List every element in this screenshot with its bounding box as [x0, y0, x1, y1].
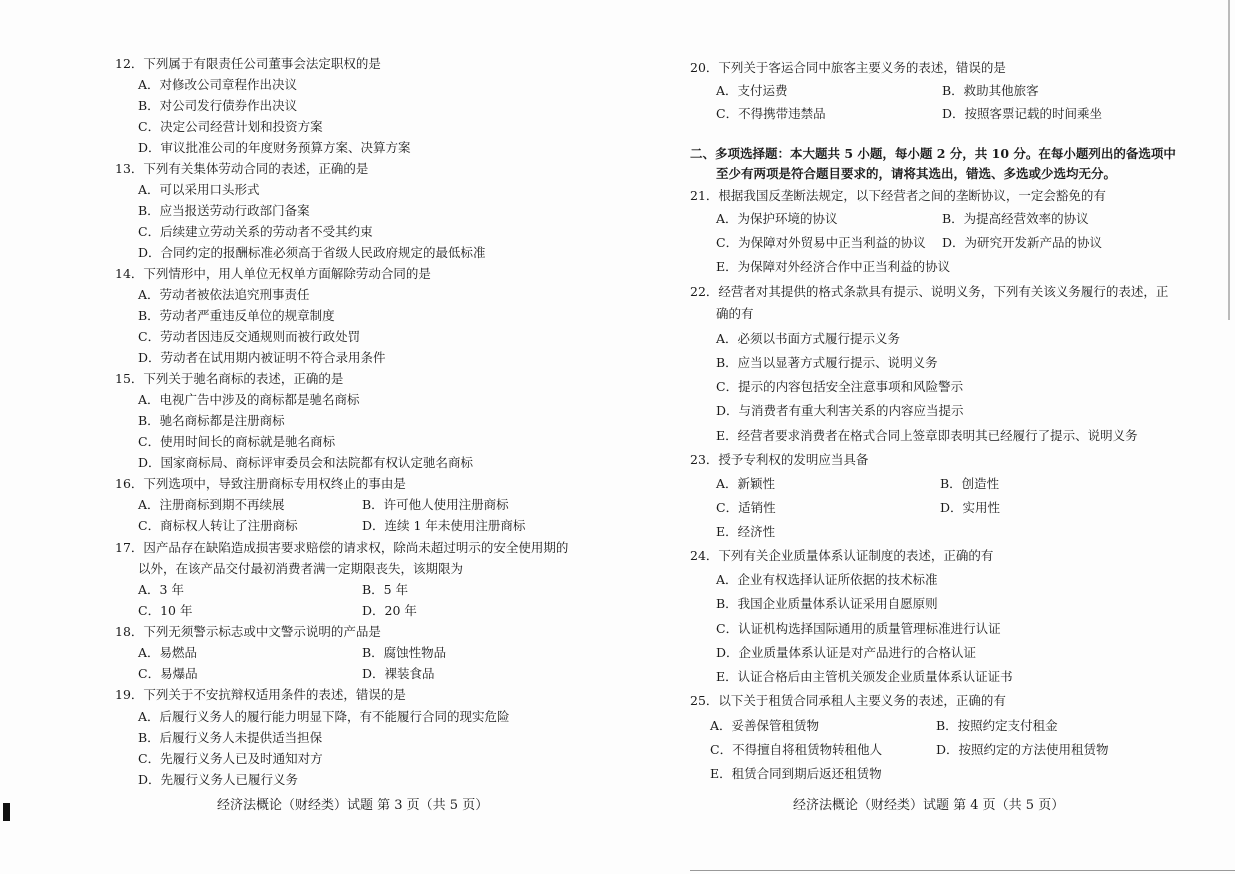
line-q14-c: C．劳动者因违反交通规则而被行政处罚 [138, 329, 361, 344]
line-q12-a: A．对修改公司章程作出决议 [138, 77, 298, 92]
line-q13: 13．下列有关集体劳动合同的表述，正确的是 [115, 161, 369, 176]
line-q24-c: C．认证机构选择国际通用的质量管理标准进行认证 [716, 621, 1001, 636]
scan-edge-line [1228, 0, 1230, 320]
exam-page-4 [617, 0, 1235, 874]
line-q18-d: D．裸装食品 [362, 666, 435, 681]
line-q13-c: C．后续建立劳动关系的劳动者不受其约束 [138, 224, 373, 239]
line-q16: 16．下列选项中，导致注册商标专用权终止的事由是 [115, 476, 406, 491]
line-q21-e: E．为保障对外经济合作中正当利益的协议 [716, 259, 951, 274]
line-q17-d: D．20 年 [362, 603, 417, 618]
line-q16-d: D．连续 1 年未使用注册商标 [362, 518, 526, 533]
line-q23-e: E．经济性 [716, 524, 776, 539]
line-q15-d: D．国家商标局、商标评审委员会和法院都有权认定驰名商标 [138, 455, 474, 470]
line-sec2-2: 至少有两项是符合题目要求的，请将其选出，错选、多选或少选均无分。 [716, 166, 1117, 181]
line-q21-c: C．为保障对外贸易中正当利益的协议 [716, 235, 926, 250]
line-q25-e: E．租赁合同到期后返还租赁物 [710, 766, 882, 781]
line-q22: 22．经营者对其提供的格式条款具有提示、说明义务，下列有关该义务履行的表述，正 [690, 284, 1169, 299]
line-q19-b: B．后履行义务人未提供适当担保 [138, 730, 323, 745]
line-q14-d: D．劳动者在试用期内被证明不符合录用条件 [138, 350, 386, 365]
line-q13-b: B．应当报送劳动行政部门备案 [138, 203, 310, 218]
line-q21-d: D．为研究开发新产品的协议 [942, 235, 1103, 250]
line-q23-d: D．实用性 [940, 500, 1001, 515]
line-q22-b: B．应当以显著方式履行提示、说明义务 [716, 355, 938, 370]
line-q24-e: E．认证合格后由主管机关颁发企业质量体系认证证书 [716, 669, 1013, 684]
line-q19-c: C．先履行义务人已及时通知对方 [138, 751, 323, 766]
line-q12-d: D．审议批准公司的年度财务预算方案、决算方案 [138, 140, 411, 155]
scan-bottom-line [690, 870, 1235, 871]
line-q17-a: A．3 年 [138, 582, 184, 597]
line-q25-a: A．妥善保管租赁物 [710, 718, 820, 733]
line-q18-b: B．腐蚀性物品 [362, 645, 447, 660]
line-q19: 19．下列关于不安抗辩权适用条件的表述，错误的是 [115, 687, 406, 702]
line-q23-a: A．新颖性 [716, 476, 776, 491]
line-q23-b: B．创造性 [940, 476, 1000, 491]
scan-mark [3, 803, 10, 821]
page-3-footer: 经济法概论（财经类）试题 第 3 页（共 5 页） [217, 798, 489, 813]
line-q14-b: B．劳动者严重违反单位的规章制度 [138, 308, 335, 323]
line-q14: 14．下列情形中，用人单位无权单方面解除劳动合同的是 [115, 266, 431, 281]
line-q15-c: C．使用时间长的商标就是驰名商标 [138, 434, 336, 449]
line-q21-b: B．为提高经营效率的协议 [942, 211, 1089, 226]
line-q13-a: A．可以采用口头形式 [138, 182, 260, 197]
line-q16-b: B．许可他人使用注册商标 [362, 497, 509, 512]
line-q21: 21．根据我国反垄断法规定，以下经营者之间的垄断协议，一定会豁免的有 [690, 188, 1106, 203]
line-q20-a: A．支付运费 [716, 83, 788, 98]
line-q24-b: B．我国企业质量体系认证采用自愿原则 [716, 596, 938, 611]
line-q24: 24．下列有关企业质量体系认证制度的表述，正确的有 [690, 548, 994, 563]
line-q21-a: A．为保护环境的协议 [716, 211, 838, 226]
line-q23: 23．授予专利权的发明应当具备 [690, 452, 869, 467]
line-q19-d: D．先履行义务人已履行义务 [138, 772, 299, 787]
line-q20-b: B．救助其他旅客 [942, 83, 1039, 98]
line-q16-a: A．注册商标到期不再续展 [138, 497, 285, 512]
line-q22-c: C．提示的内容包括安全注意事项和风险警示 [716, 379, 964, 394]
line-q22-e: E．经营者要求消费者在格式合同上签章即表明其已经履行了提示、说明义务 [716, 428, 1138, 443]
line-q24-a: A．企业有权选择认证所依据的技术标准 [716, 572, 938, 587]
line-q22-a: A．必须以书面方式履行提示义务 [716, 331, 901, 346]
line-q15: 15．下列关于驰名商标的表述，正确的是 [115, 371, 344, 386]
line-q13-d: D．合同约定的报酬标准必须高于省级人民政府规定的最低标准 [138, 245, 486, 260]
line-sec2: 二、多项选择题：本大题共 5 小题，每小题 2 分，共 10 分。在每小题列出的备选项中 [690, 146, 1176, 161]
line-q25: 25．以下关于租赁合同承租人主要义务的表述，正确的有 [690, 693, 1006, 708]
line-q15-a: A．电视广告中涉及的商标都是驰名商标 [138, 392, 360, 407]
line-q22-d: D．与消费者有重大利害关系的内容应当提示 [716, 403, 964, 418]
line-q18: 18．下列无须警示标志或中文警示说明的产品是 [115, 624, 381, 639]
line-q12-b: B．对公司发行债券作出决议 [138, 98, 298, 113]
line-q18-a: A．易燃品 [138, 645, 198, 660]
line-q20-c: C．不得携带违禁品 [716, 106, 826, 121]
page-4-footer: 经济法概论（财经类）试题 第 4 页（共 5 页） [793, 798, 1065, 813]
line-q25-d: D．按照约定的方法使用租赁物 [936, 742, 1109, 757]
line-q19-a: A．后履行义务人的履行能力明显下降，有不能履行合同的现实危险 [138, 709, 510, 724]
line-q23-c: C．适销性 [716, 500, 776, 515]
line-q20-d: D．按照客票记载的时间乘坐 [942, 106, 1103, 121]
line-q25-b: B．按照约定支付租金 [936, 718, 1058, 733]
line-q12: 12．下列属于有限责任公司董事会法定职权的是 [115, 56, 381, 71]
exam-page-3 [0, 0, 617, 874]
line-q17-2: 以外，在该产品交付最初消费者满一定期限丧失，该期限为 [138, 561, 464, 576]
line-q18-c: C．易爆品 [138, 666, 198, 681]
line-q14-a: A．劳动者被依法追究刑事责任 [138, 287, 310, 302]
line-q25-c: C．不得擅自将租赁物转租他人 [710, 742, 883, 757]
line-q22-2: 确的有 [716, 306, 754, 321]
line-q12-c: C．决定公司经营计划和投资方案 [138, 119, 323, 134]
line-q24-d: D．企业质量体系认证是对产品进行的合格认证 [716, 645, 977, 660]
line-q17-c: C．10 年 [138, 603, 193, 618]
line-q17-b: B．5 年 [362, 582, 409, 597]
line-q20: 20．下列关于客运合同中旅客主要义务的表述，错误的是 [690, 60, 1006, 75]
line-q16-c: C．商标权人转让了注册商标 [138, 518, 298, 533]
line-q15-b: B．驰名商标都是注册商标 [138, 413, 285, 428]
line-q17: 17．因产品存在缺陷造成损害要求赔偿的请求权，除尚未超过明示的安全使用期的 [115, 540, 569, 555]
